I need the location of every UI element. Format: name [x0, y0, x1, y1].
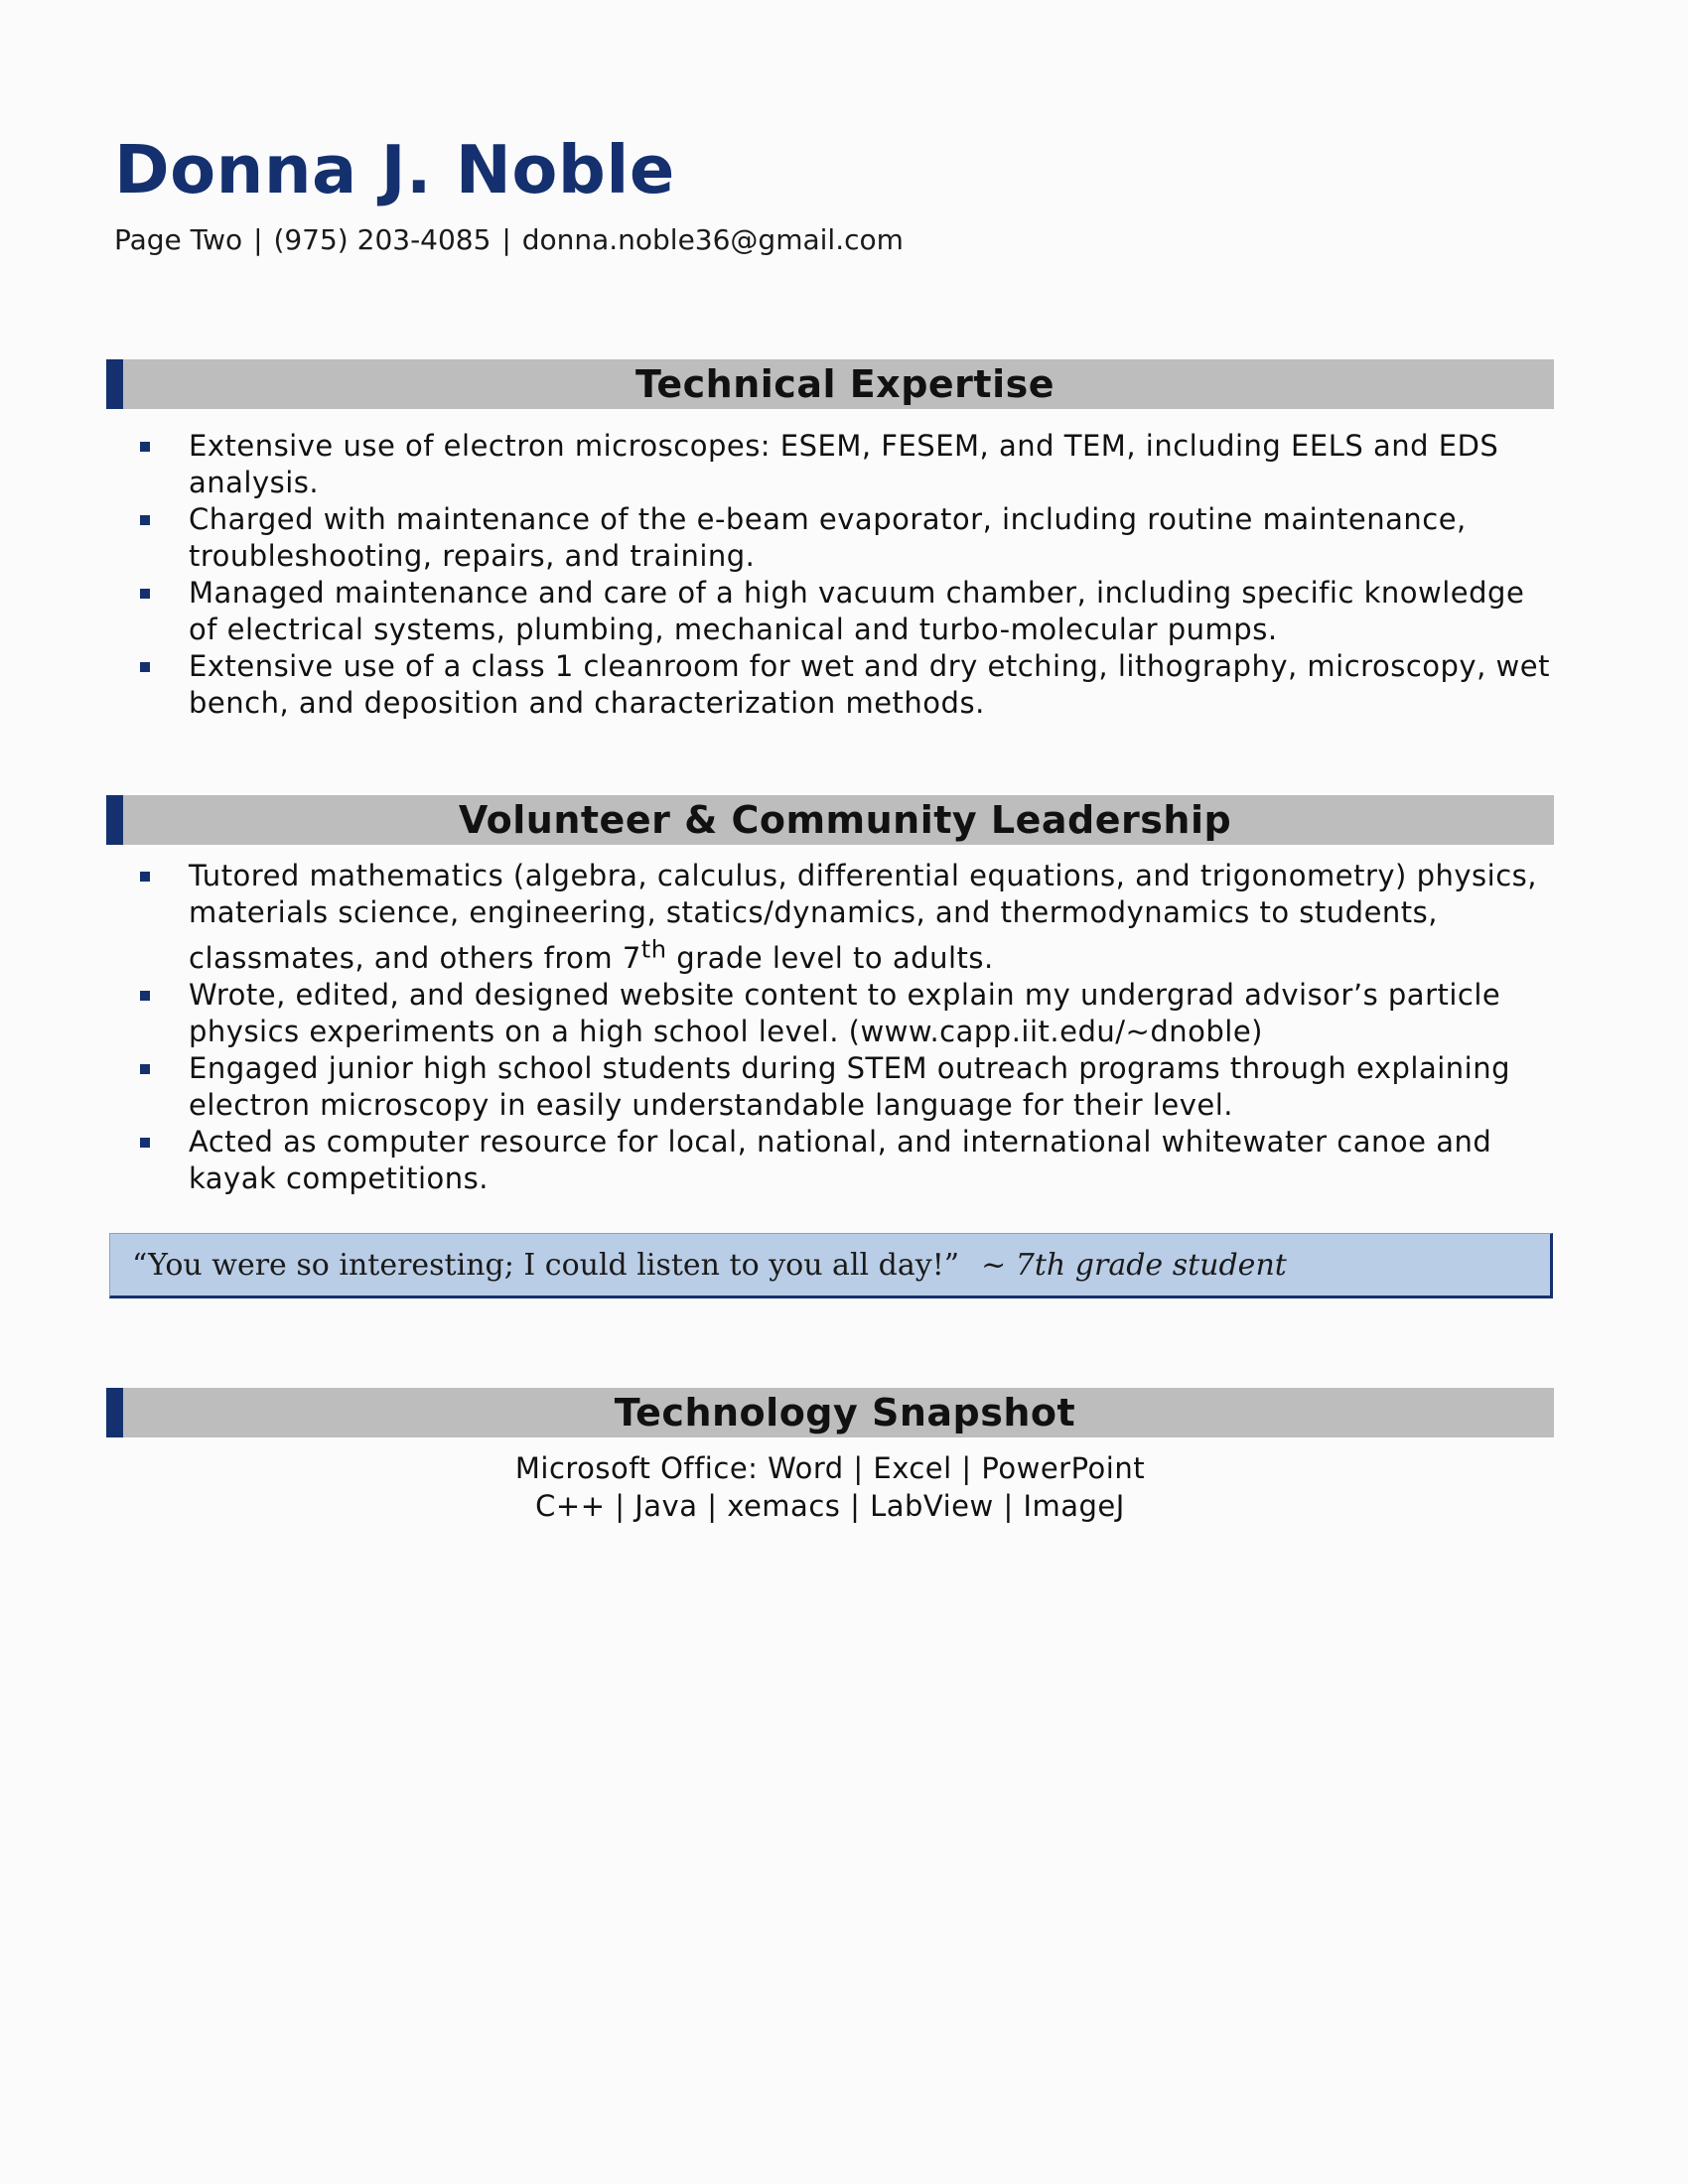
list-item — [139, 575, 1559, 648]
list-item-text: Managed maintenance and care of a high vacuum chamber, including specific knowledge of electrical systems, plumbing, mechanical and turbo-molecular pumps. — [189, 576, 1525, 646]
list-item-text: Acted as computer resource for local, national, and international whitewater canoe and kayak competitions. — [189, 1124, 1492, 1195]
ordinal-superscript: th — [640, 935, 667, 963]
list-item — [139, 648, 1559, 722]
section-header-technology-snapshot — [106, 1388, 1554, 1437]
list-item — [139, 428, 1559, 501]
square-bullet-icon — [140, 589, 150, 599]
section-title: Technology Snapshot — [614, 1391, 1076, 1434]
testimonial-box — [109, 1233, 1553, 1298]
square-bullet-icon — [140, 662, 150, 672]
section-accent-bar — [106, 359, 123, 409]
section-accent-bar — [106, 1388, 123, 1437]
list-item — [139, 501, 1559, 575]
section-title: Technical Expertise — [635, 362, 1055, 406]
volunteer-list — [139, 858, 1559, 1197]
square-bullet-icon — [140, 872, 150, 882]
contact-line — [114, 223, 904, 256]
square-bullet-icon — [140, 1138, 150, 1148]
list-item-text-part: grade level to adults. — [666, 940, 994, 975]
separator: | — [253, 223, 263, 256]
technology-line: C++ | Java | xemacs | LabView | ImageJ — [535, 1489, 1125, 1523]
list-item — [139, 1124, 1559, 1197]
email-address: donna.noble36@gmail.com — [521, 223, 904, 256]
section-title: Volunteer & Community Leadership — [458, 798, 1232, 842]
list-item-text: Extensive use of a class 1 cleanroom for wet and dry etching, lithography, microscopy, wet bench, and deposition and characterization methods. — [189, 649, 1550, 720]
square-bullet-icon — [140, 442, 150, 452]
candidate-name: Donna J. Noble — [114, 131, 675, 208]
list-item — [139, 858, 1559, 977]
square-bullet-icon — [140, 991, 150, 1001]
section-header-technical-expertise — [106, 359, 1554, 409]
square-bullet-icon — [140, 1064, 150, 1074]
list-item-text: Wrote, edited, and designed website content to explain my undergrad advisor’s particle physics experiments on a high school level. (www.capp.iit.edu/~dnoble) — [189, 977, 1501, 1048]
section-header-volunteer — [106, 795, 1554, 845]
section-accent-bar — [106, 795, 123, 845]
square-bullet-icon — [140, 515, 150, 525]
technical-expertise-list — [139, 428, 1559, 722]
testimonial-quote: “You were so interesting; I could listen to you all day!” — [132, 1247, 960, 1283]
list-item-text: Extensive use of electron microscopes: ESEM, FESEM, and TEM, including EELS and EDS analysis. — [189, 429, 1499, 499]
technology-snapshot-content — [106, 1449, 1554, 1525]
testimonial-attribution: ~ 7th grade student — [981, 1247, 1287, 1283]
list-item-text: Charged with maintenance of the e-beam evaporator, including routine maintenance, troubleshooting, repairs, and training. — [189, 502, 1467, 573]
list-item — [139, 1050, 1559, 1124]
list-item-text — [189, 859, 1537, 975]
page-label: Page Two — [114, 223, 243, 256]
technology-line: Microsoft Office: Word | Excel | PowerPoint — [514, 1451, 1146, 1485]
list-item-text-part: Tutored mathematics (algebra, calculus, differential equations, and trigonometry) physics, materials science, engineering, statics/dynamics, and thermodynamics to students, classmates, and others from 7 — [189, 859, 1537, 975]
list-item-text: Engaged junior high school students during STEM outreach programs through explaining electron microscopy in easily understandable language for their level. — [189, 1050, 1511, 1122]
phone-number: (975) 203-4085 — [273, 223, 492, 256]
list-item — [139, 977, 1559, 1050]
separator: | — [501, 223, 511, 256]
